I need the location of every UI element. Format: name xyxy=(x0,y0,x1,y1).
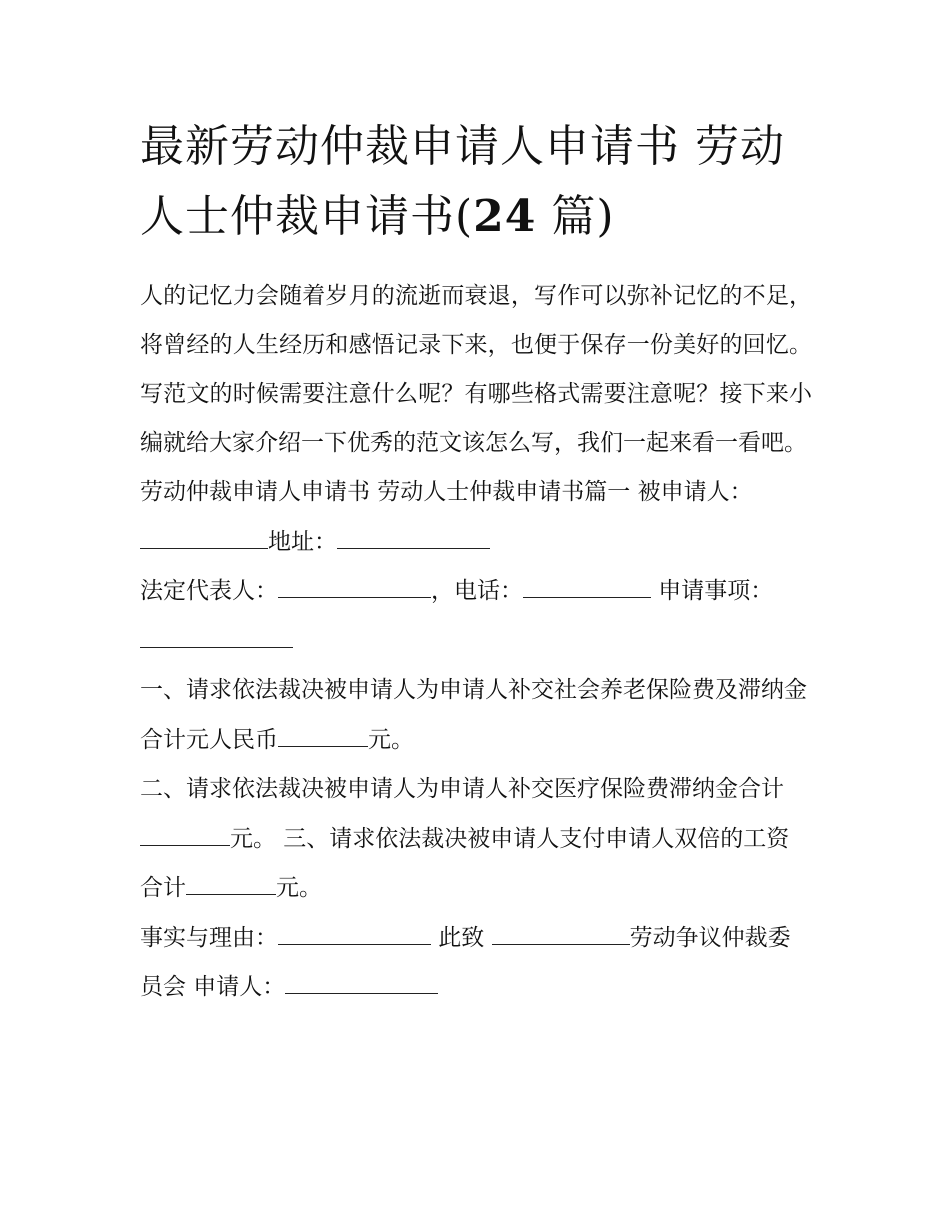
item2-unit: 元。 xyxy=(230,825,276,852)
respondent-section xyxy=(140,468,812,567)
facts-label: 事实与理由： xyxy=(140,924,278,951)
item3-unit: 元。 xyxy=(276,875,322,901)
item2-text: 二、请求依法裁决被申请人为申请人补交医疗保险费滞纳金合计 xyxy=(140,776,784,802)
document-title xyxy=(140,112,812,252)
address-blank xyxy=(337,522,490,549)
item1-unit: 元。 xyxy=(368,726,414,753)
legal-rep-section xyxy=(140,567,812,666)
legal-rep-blank xyxy=(278,571,431,598)
matters-blank xyxy=(140,621,293,648)
applicant-blank xyxy=(285,967,438,994)
intro-paragraph: 人的记忆力会随着岁月的流逝而衰退，写作可以弥补记忆的不足，将曾经的人生经历和感悟记录下来，也便于保存一份美好的回忆。写范文的时候需要注意什么呢？有哪些格式需要注意呢？接下来小编就给大家介绍一下优秀的范文该怎么写，我们一起来看一看吧。 xyxy=(140,283,812,456)
claim-item-1 xyxy=(140,666,812,765)
item1-text: 一、请求依法裁决被申请人为申请人补交社会养老保险费及滞纳金合计元人民币 xyxy=(140,677,807,753)
matters-label: 申请事项： xyxy=(651,578,774,604)
claim-item-2-3 xyxy=(140,765,812,914)
title-text-part1: 最新劳动仲裁申请人申请书 劳动人士仲裁申请书( xyxy=(140,121,785,242)
committee-label: 劳动争议仲裁委员会 申请人： xyxy=(140,924,791,1000)
facts-section xyxy=(140,914,812,1013)
phone-blank xyxy=(523,571,651,598)
item1-amount-blank xyxy=(278,720,368,747)
address-label: 地址： xyxy=(268,528,337,555)
title-text-part2: 篇) xyxy=(536,191,615,242)
item2-amount-blank xyxy=(140,819,230,846)
item3-text: 三、请求依法裁决被申请人支付申请人双倍的工资合计 xyxy=(140,825,790,901)
section-heading: 劳动仲裁申请人申请书 劳动人士仲裁申请书篇一 被申请人： xyxy=(140,479,753,505)
legal-rep-label: 法定代表人： xyxy=(140,578,278,604)
committee-name-blank xyxy=(492,918,630,945)
facts-blank xyxy=(278,918,431,945)
title-number: 24 xyxy=(473,191,537,242)
phone-label: ，电话： xyxy=(431,578,523,604)
respondent-blank xyxy=(140,522,268,549)
document-page xyxy=(140,112,812,1013)
regards-label: 此致 xyxy=(431,924,492,951)
item3-amount-blank xyxy=(186,868,276,895)
